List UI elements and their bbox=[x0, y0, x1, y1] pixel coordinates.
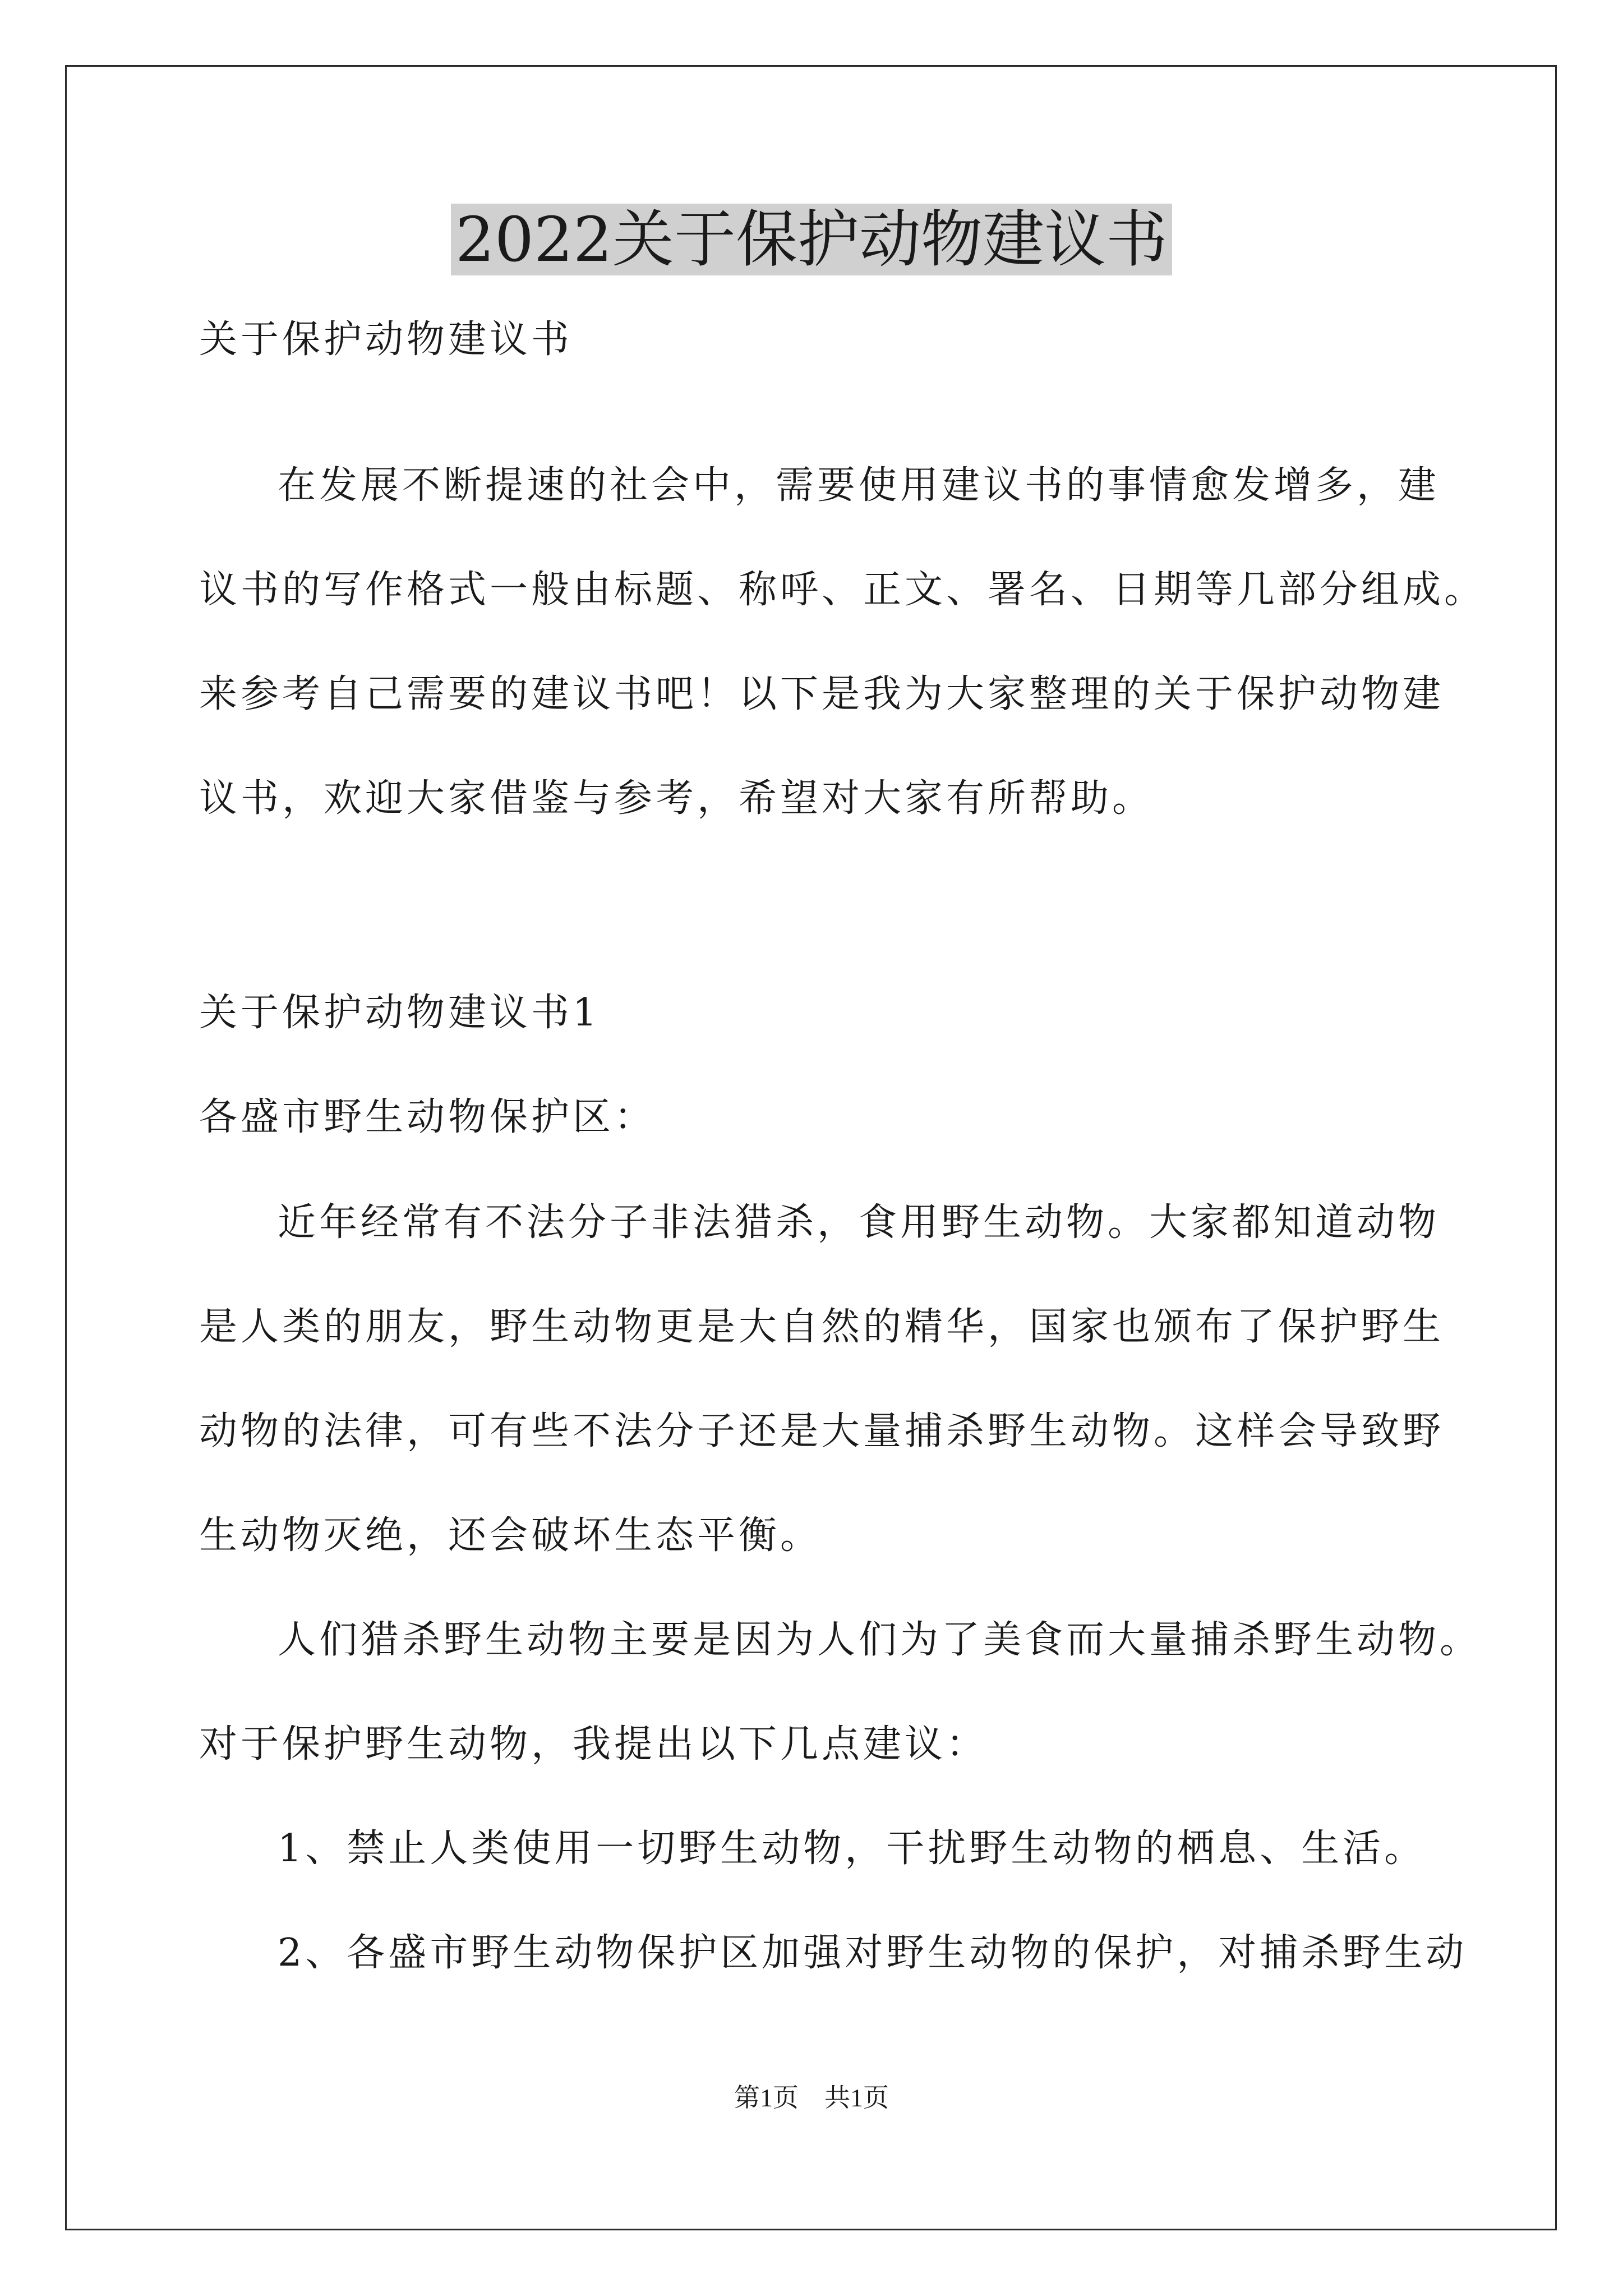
page-border bbox=[65, 65, 1557, 2230]
salutation: 各盛市野生动物保护区： bbox=[199, 1095, 656, 1139]
section-heading: 关于保护动物建议书1 bbox=[199, 991, 601, 1035]
intro-line-3: 来参考自己需要的建议书吧！以下是我为大家整理的关于保护动物建 bbox=[199, 672, 1445, 716]
list-item-1: 1、禁止人类使用一切野生动物，干扰野生动物的栖息、生活。 bbox=[278, 1826, 1426, 1871]
document-title-text: 2022关于保护动物建议书 bbox=[451, 204, 1172, 275]
para1-line-4: 生动物灭绝，还会破坏生态平衡。 bbox=[199, 1513, 822, 1558]
para1-line-3: 动物的法律，可有些不法分子还是大量捕杀野生动物。这样会导致野 bbox=[199, 1409, 1445, 1453]
document-title bbox=[0, 197, 1623, 282]
page-footer: 第1页 共1页 bbox=[734, 2083, 889, 2112]
intro-line-4: 议书，欢迎大家借鉴与参考，希望对大家有所帮助。 bbox=[199, 776, 1154, 821]
intro-line-1: 在发展不断提速的社会中，需要使用建议书的事情愈发增多，建 bbox=[278, 463, 1440, 508]
list-item-2: 2、各盛市野生动物保护区加强对野生动物的保护，对捕杀野生动 bbox=[278, 1931, 1468, 1975]
subtitle: 关于保护动物建议书 bbox=[199, 318, 573, 362]
para2-line-1: 人们猎杀野生动物主要是因为人们为了美食而大量捕杀野生动物。 bbox=[278, 1618, 1482, 1662]
para1-line-1: 近年经常有不法分子非法猎杀，食用野生动物。大家都知道动物 bbox=[278, 1200, 1440, 1245]
para2-line-2: 对于保护野生动物，我提出以下几点建议： bbox=[199, 1722, 988, 1766]
intro-line-2: 议书的写作格式一般由标题、称呼、正文、署名、日期等几部分组成。 bbox=[199, 568, 1486, 612]
para1-line-2: 是人类的朋友，野生动物更是大自然的精华，国家也颁布了保护野生 bbox=[199, 1305, 1445, 1349]
